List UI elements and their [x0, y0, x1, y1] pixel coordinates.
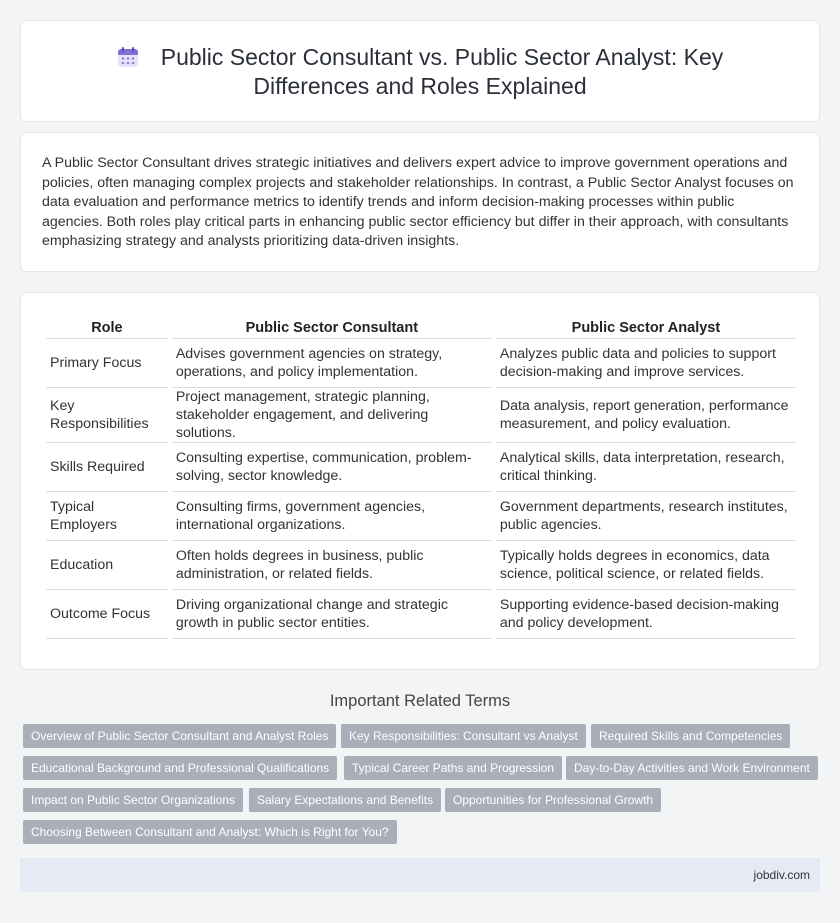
header-consultant: Public Sector Consultant: [172, 315, 492, 339]
consultant-cell: Consulting expertise, communication, problem-solving, sector knowledge.: [172, 443, 492, 492]
consultant-cell: Advises government agencies on strategy, operations, and policy implementation.: [172, 339, 492, 388]
table-row: [46, 339, 796, 388]
title-line-1: Public Sector Consultant vs. Public Sector Analyst: Key: [160, 44, 724, 70]
analyst-cell: Analyzes public data and policies to support decision-making and improve services.: [496, 339, 796, 388]
row-label: Education: [46, 541, 168, 590]
comparison-card: [20, 292, 820, 670]
footer-site-link[interactable]: jobdiv.com: [753, 868, 810, 882]
table-row: [46, 541, 796, 590]
table-row: [46, 443, 796, 492]
table-header-row: [46, 315, 796, 339]
related-terms-heading: Important Related Terms: [329, 692, 511, 710]
tag-choosing-between[interactable]: Choosing Between Consultant and Analyst: Which is Right for You?: [23, 820, 397, 844]
tag-career-paths[interactable]: Typical Career Paths and Progression: [344, 756, 562, 780]
title-line-2: Differences and Roles Explained: [253, 73, 587, 99]
consultant-cell: Often holds degrees in business, public administration, or related fields.: [172, 541, 492, 590]
analyst-cell: Data analysis, report generation, performance measurement, and policy evaluation.: [496, 388, 796, 443]
page-title: [21, 43, 819, 101]
analyst-cell: Typically holds degrees in economics, data science, political science, or related fields.: [496, 541, 796, 590]
tag-key-responsibilities[interactable]: Key Responsibilities: Consultant vs Analyst: [341, 724, 586, 748]
tag-salary-expectations[interactable]: Salary Expectations and Benefits: [249, 788, 441, 812]
analyst-cell: Analytical skills, data interpretation, research, critical thinking.: [496, 443, 796, 492]
intro-card: [20, 132, 820, 272]
row-label: Key Responsibilities: [46, 388, 168, 443]
table-row: [46, 590, 796, 639]
comparison-table: [42, 315, 800, 639]
calendar-icon: [117, 46, 139, 68]
row-label: Outcome Focus: [46, 590, 168, 639]
tag-day-to-day[interactable]: Day-to-Day Activities and Work Environment: [566, 756, 818, 780]
analyst-cell: Supporting evidence-based decision-making and policy development.: [496, 590, 796, 639]
tag-required-skills[interactable]: Required Skills and Competencies: [591, 724, 790, 748]
table-row: [46, 492, 796, 541]
title-card: [20, 20, 820, 122]
tag-professional-growth[interactable]: Opportunities for Professional Growth: [445, 788, 661, 812]
row-label: Skills Required: [46, 443, 168, 492]
intro-paragraph: A Public Sector Consultant drives strategic initiatives and delivers expert advice to improve government operations and policies, often managing complex projects and stakeholder relationships. In contrast, a Public Sector Analyst focuses on data evaluation and performance metrics to identify trends and inform decision-making processes within public agencies. Both roles play critical parts in enhancing public sector efficiency but differ in their approach, with consultants emphasizing strategy and analysts prioritizing data-driven insights.: [42, 155, 794, 249]
row-label: Primary Focus: [46, 339, 168, 388]
consultant-cell: Consulting firms, government agencies, international organizations.: [172, 492, 492, 541]
header-analyst: Public Sector Analyst: [496, 315, 796, 339]
table-row: [46, 388, 796, 443]
analyst-cell: Government departments, research institutes, public agencies.: [496, 492, 796, 541]
consultant-cell: Driving organizational change and strategic growth in public sector entities.: [172, 590, 492, 639]
tag-educational-background[interactable]: Educational Background and Professional Qualifications: [23, 756, 337, 780]
footer: [20, 858, 820, 892]
consultant-cell: Project management, strategic planning, stakeholder engagement, and delivering solutions.: [172, 388, 492, 443]
row-label: Typical Employers: [46, 492, 168, 541]
tag-impact-organizations[interactable]: Impact on Public Sector Organizations: [23, 788, 243, 812]
tag-overview-roles[interactable]: Overview of Public Sector Consultant and Analyst Roles: [23, 724, 336, 748]
header-role: Role: [46, 315, 168, 339]
